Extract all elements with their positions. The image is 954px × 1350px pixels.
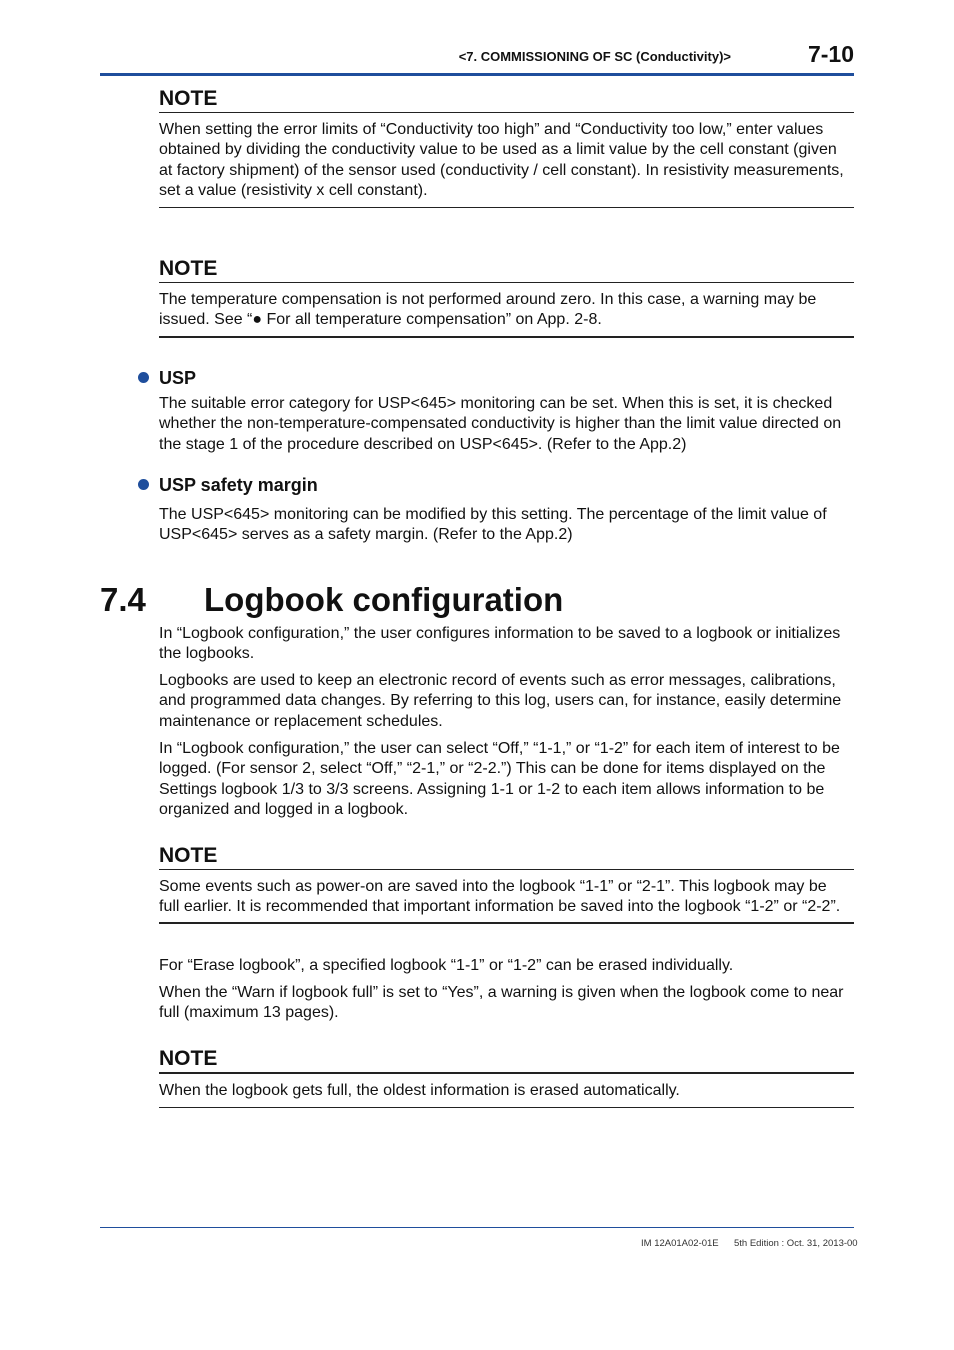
note-1-title: NOTE <box>159 87 218 110</box>
note-3-text: Some events such as power-on are saved into the logbook “1-1” or “2-1”. This logbook may be full earlier. It is recommended that important information be saved into the logbook “1-2” or “2-2”. <box>159 878 841 916</box>
usp-text: The suitable error category for USP<645> monitoring can be set. When this is set, it is checked whether the non-temperature-compensated conductivity is higher than the limit value directed on the stage 1 of the procedure described on USP<645>. (Refer to the App.2) <box>159 395 842 453</box>
header-divider <box>100 73 854 76</box>
bullet-icon <box>138 479 149 490</box>
section-para-1: In “Logbook configuration,” the user configures information to be saved to a logbook or initializes the logbooks. <box>159 625 841 663</box>
footer-divider <box>100 1227 854 1228</box>
usp-safety-margin-heading: USP safety margin <box>138 474 318 496</box>
note-2-bottom-rule <box>159 336 854 338</box>
section-number: 7.4 <box>100 581 146 618</box>
note-2-title: NOTE <box>159 257 218 280</box>
header-chapter-title: <7. COMMISSIONING OF SC (Conductivity)> <box>458 49 731 64</box>
usp-heading: USP <box>138 367 196 389</box>
section-para-4: For “Erase logbook”, a specified logbook “1-1” or “1-2” can be erased individually. <box>159 957 734 974</box>
section-para-2: Logbooks are used to keep an electronic record of events such as error messages, calibrations, and programmed data changes. By referring to this log, users can, for instance, easily determine maintenance or replacement schedules. <box>159 672 842 730</box>
note-1-bottom-rule <box>159 207 854 208</box>
note-3-top-rule <box>159 869 854 870</box>
note-3-bottom-rule <box>159 922 854 924</box>
section-para-3: In “Logbook configuration,” the user can select “Off,” “1-1,” or “1-2” for each item of interest to be logged. (For sensor 2, select “Off,” “2-1,” or “2-2.”) This can be done for items displayed on the Settings logbook 1/3 to 3/3 screens. Assigning 1-1 or 1-2 to each item allows information to be organized and logged in a logbook. <box>159 740 840 818</box>
note-4-title: NOTE <box>159 1047 218 1070</box>
usp-safety-margin-text: The USP<645> monitoring can be modified by this setting. The percentage of the limit value of USP<645> serves as a safety margin. (Refer to the App.2) <box>159 506 827 544</box>
note-1-text: When setting the error limits of “Conductivity too high” and “Conductivity too low,” enter values obtained by dividing the conductivity value to be used as a limit value by the cell constant (given at factory shipment) of the sensor used (conductivity / cell constant). In resistivity measurements, set a value (resistivity x cell constant). <box>159 121 844 199</box>
section-title: Logbook configuration <box>204 581 564 618</box>
note-1-top-rule <box>159 112 854 113</box>
note-2-top-rule <box>159 282 854 283</box>
note-4-bottom-rule <box>159 1107 854 1108</box>
footer-edition: 5th Edition : Oct. 31, 2013-00 <box>734 1238 858 1249</box>
section-para-5: When the “Warn if logbook full” is set to “Yes”, a warning is given when the logbook come to near full (maximum 13 pages). <box>159 984 844 1022</box>
note-3-title: NOTE <box>159 844 218 867</box>
note-4-top-rule <box>159 1072 854 1074</box>
page-number: 7-10 <box>807 41 854 67</box>
note-4-text: When the logbook gets full, the oldest information is erased automatically. <box>159 1082 680 1099</box>
bullet-icon <box>138 372 149 383</box>
footer-document-id: IM 12A01A02-01E <box>641 1238 719 1249</box>
note-2-text: The temperature compensation is not performed around zero. In this case, a warning may be issued. See “● For all temperature compensation” on App. 2-8. <box>159 291 817 329</box>
